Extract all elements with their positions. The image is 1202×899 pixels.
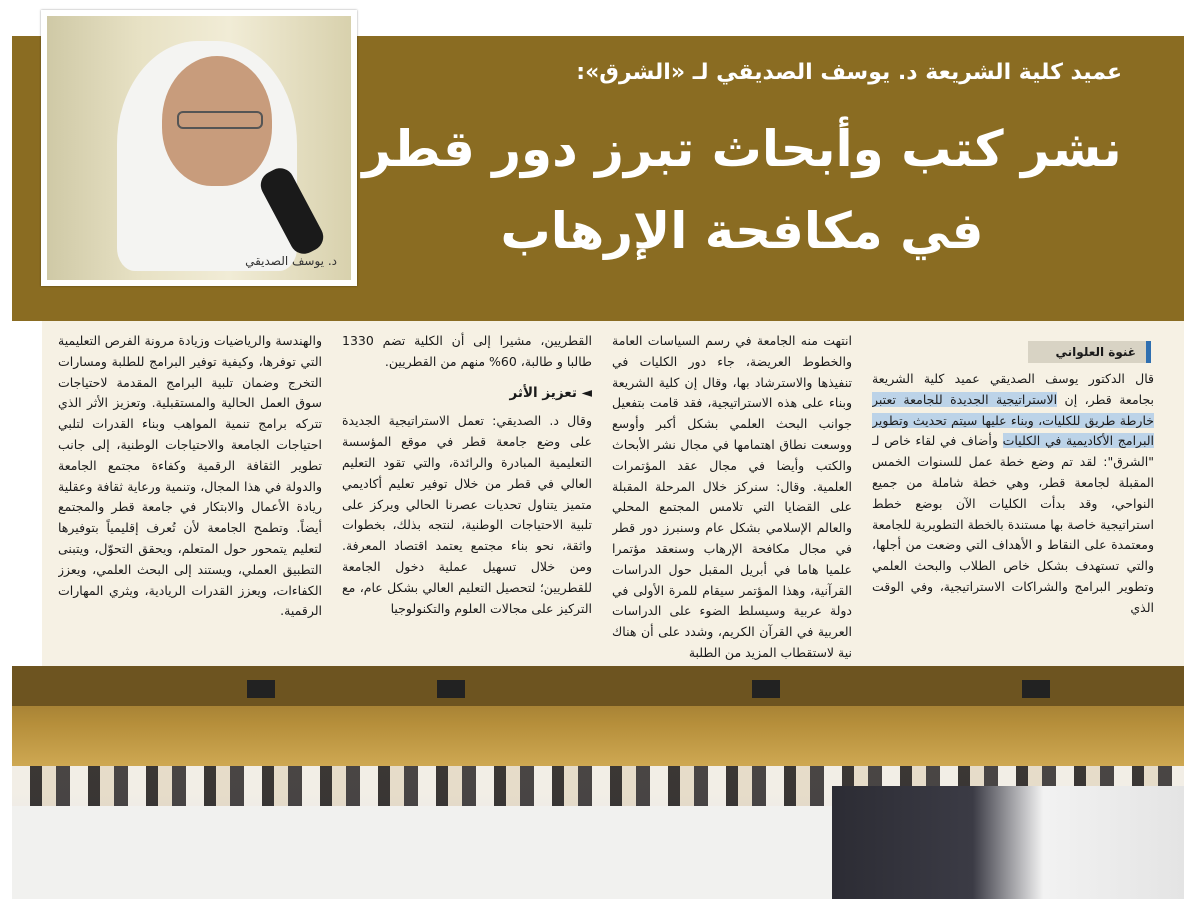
article-body bbox=[42, 321, 1184, 666]
ceiling-shape bbox=[12, 666, 1184, 706]
headline-line-2: في مكافحة الإرهاب bbox=[500, 202, 984, 260]
speaker-shape bbox=[752, 680, 780, 698]
portrait-image bbox=[47, 16, 351, 280]
column-1-highlight: الاستراتيجية الجديدة للجامعة تعتبر خارطة طريق للكليات، وبناء عليها سيتم تحديث وتطوير البرامج الأكاديمية في الكليات bbox=[872, 391, 1154, 449]
article-column-3 bbox=[342, 331, 592, 661]
article-column-4: والهندسة والرياضيات وزيادة مرونة الفرص التعليمية التي توفرها، وكيفية توفير البرامج للطلبة ومسارات التخرج وضمان تلبية البرامج المقدمة لاحتياجات سوق العمل الحالية والمستقبلية. وتعزيز الأثر الذي تتركه برامج تنمية المواهب وبناء القدرات لتلبي احتياجات الجامعة والاحتياجات الوطنية، إلى جانب تطوير الثقافة الرقمية وكفاءة مجتمع الجامعة والدولة في هذا المجال، وتنمية ورعاية ثقافة وعقلية ريادة الأعمال والابتكار في جامعة قطر والمجتمع أيضاً. وتطمح الجامعة لأن تُعرف إقليمياً بتوفيرها لتعليم يتمحور حول المتعلم، ويحقق التحوّل، ويتبنى التطبيق العملي، ويستند إلى البحث العلمي، ويعزز الكفاءات، ويعزز القدرات الريادية، ويثري المهارات الرقمية. bbox=[58, 333, 322, 619]
speaker-shape bbox=[437, 680, 465, 698]
glasses-shape bbox=[177, 111, 263, 129]
photo-caption: د. يوسف الصديقي bbox=[245, 254, 337, 268]
portrait-photo bbox=[41, 10, 357, 286]
column-3-text-rest: وقال د. الصديقي: تعمل الاستراتيجية الجديدة على وضع جامعة قطر في موقع المؤسسة التعليمية المبادرة والرائدة، والتي تقود التعليم العالي في قطر من خلال توفير تعليم أكاديمي متميز يتناول تحديات عصرنا الحالي ويركز على تلبية الاحتياجات الوطنية، لنتجه بذلك، بخطوات واثقة، نحو بناء مجتمع يعتمد اقتصاد المعرفة. ومن خلال تسهيل عملية دخول الجامعة للقطريين؛ لتحصيل التعليم العالي بشكل عام، مع التركيز على مجالات العلوم والتكنولوجيا bbox=[342, 413, 592, 616]
author-byline: غنوة العلواني bbox=[1028, 341, 1151, 363]
column-1-text-rest: وأضاف في لقاء خاص لـ "الشرق": لقد تم وضع خطة عمل للسنوات الخمس المقبلة لجامعة قطر، وهي خطة شاملة من جميع النواحي، وقد بدأت الكليات الآن بوضع خطط استراتيجية خاصة بها مستندة بالخطة التطويرية للجامعة ومعتمدة على النقاط و الأهداف التي وضعت من أجلها، والتي تستهدف بشكل خاص الطلاب والبحث العلمي وتطوير البرامج والشراكات الاستراتيجية، وفي الوقت الذي bbox=[872, 433, 1154, 615]
kicker-title: عميد كلية الشريعة د. يوسف الصديقي لـ «الشرق»: bbox=[576, 60, 1122, 85]
headline-line-1: نشر كتب وأبحاث تبرز دور قطر bbox=[362, 120, 1122, 178]
column-3-text-intro: القطريين، مشيرا إلى أن الكلية تضم 1330 طالبا و طالبة، 60% منهم من القطريين. bbox=[342, 333, 592, 369]
column-1-text-intro: قال الدكتور يوسف الصديقي عميد كلية الشريعة بجامعة قطر، إن bbox=[872, 371, 1154, 407]
section-subhead bbox=[342, 383, 592, 404]
subhead-label: تعزيز الأثر bbox=[509, 384, 577, 401]
arrow-left-icon: ◄ bbox=[576, 384, 592, 401]
article-column-1 bbox=[872, 369, 1154, 659]
conference-photo bbox=[12, 666, 1184, 899]
article-column-2: انتهت منه الجامعة في رسم السياسات العامة والخطوط العريضة، جاء دور الكليات في تنفيذها والاسترشاد بها، وقال إن كلية الشريعة وبناء على هذه الاستراتيجية، فقد قامت بتفعيل جوانب البحث العلمي بشكل أكبر وأوسع ووسعت نطاق اهتمامها في مجال نشر الأبحاث والكتب وأيضا في مجال عقد المؤتمرات العلمية. وقال: سنركز خلال المرحلة المقبلة على القضايا التي تلامس المجتمع المحلي والعالم الإسلامي بشكل عام وسنبرز دور قطر في مجال مكافحة الإرهاب وسنعقد مؤتمرا علميا هاما في أبريل المقبل حول الدراسات القرآنية، وهذا المؤتمر سيقام للمرة الأولى في دولة عربية وسيسلط الضوء على الدراسات العربية في القرآن الكريم، وشدد على أن هناك نية لاستقطاب المزيد من الطلبة bbox=[612, 333, 852, 660]
foreground-attendees-shape bbox=[832, 786, 1184, 899]
speaker-shape bbox=[1022, 680, 1050, 698]
speaker-shape bbox=[247, 680, 275, 698]
